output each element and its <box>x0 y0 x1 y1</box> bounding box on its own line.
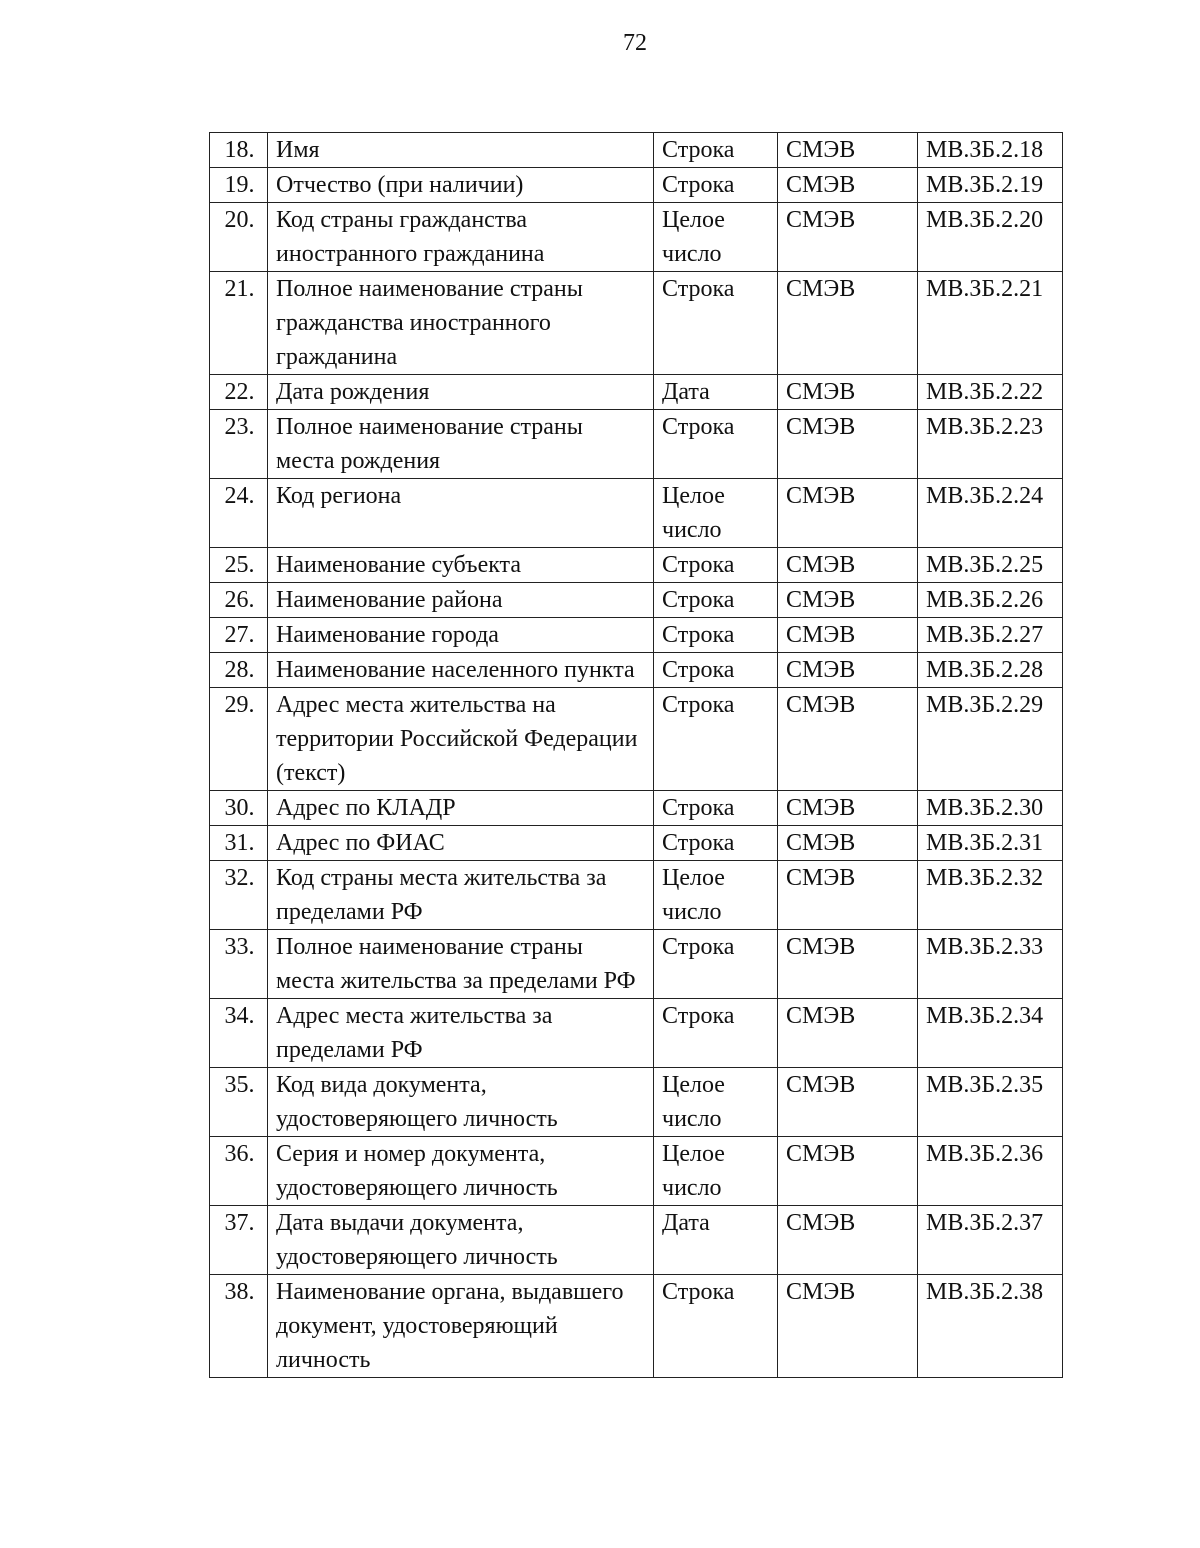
row-number: 30. <box>210 791 268 826</box>
field-type: Целое число <box>654 1137 778 1206</box>
table-row <box>210 930 1063 999</box>
field-code: МВ.ЗБ.2.28 <box>918 653 1063 688</box>
field-type: Строка <box>654 168 778 203</box>
field-source: СМЭВ <box>778 410 918 479</box>
table-row <box>210 1275 1063 1378</box>
field-source: СМЭВ <box>778 861 918 930</box>
table-row <box>210 1206 1063 1275</box>
field-name: Полное наименование страны гражданства иностранного гражданина <box>268 272 654 375</box>
field-name: Адрес места жительства на территории Российской Федерации (текст) <box>268 688 654 791</box>
table-row <box>210 203 1063 272</box>
page-number: 72 <box>623 30 647 56</box>
field-source: СМЭВ <box>778 791 918 826</box>
row-number: 31. <box>210 826 268 861</box>
field-type: Строка <box>654 583 778 618</box>
field-code: МВ.ЗБ.2.23 <box>918 410 1063 479</box>
field-code: МВ.ЗБ.2.33 <box>918 930 1063 999</box>
field-source: СМЭВ <box>778 272 918 375</box>
field-type: Целое число <box>654 203 778 272</box>
field-name: Наименование органа, выдавшего документ, удостоверяющий личность <box>268 1275 654 1378</box>
table-row <box>210 688 1063 791</box>
field-type: Строка <box>654 1275 778 1378</box>
table-row <box>210 133 1063 168</box>
row-number: 36. <box>210 1137 268 1206</box>
field-code: МВ.ЗБ.2.18 <box>918 133 1063 168</box>
field-source: СМЭВ <box>778 1206 918 1275</box>
field-name: Код региона <box>268 479 654 548</box>
row-number: 38. <box>210 1275 268 1378</box>
field-source: СМЭВ <box>778 826 918 861</box>
row-number: 32. <box>210 861 268 930</box>
field-type: Целое число <box>654 479 778 548</box>
row-number: 18. <box>210 133 268 168</box>
field-source: СМЭВ <box>778 583 918 618</box>
table-row <box>210 861 1063 930</box>
field-type: Строка <box>654 791 778 826</box>
field-source: СМЭВ <box>778 618 918 653</box>
table-row <box>210 583 1063 618</box>
field-name: Код страны гражданства иностранного гражданина <box>268 203 654 272</box>
field-code: МВ.ЗБ.2.26 <box>918 583 1063 618</box>
field-code: МВ.ЗБ.2.19 <box>918 168 1063 203</box>
field-source: СМЭВ <box>778 999 918 1068</box>
field-source: СМЭВ <box>778 168 918 203</box>
field-type: Строка <box>654 930 778 999</box>
field-source: СМЭВ <box>778 688 918 791</box>
field-name: Отчество (при наличии) <box>268 168 654 203</box>
field-source: СМЭВ <box>778 653 918 688</box>
field-code: МВ.ЗБ.2.25 <box>918 548 1063 583</box>
field-code: МВ.ЗБ.2.31 <box>918 826 1063 861</box>
table-row <box>210 999 1063 1068</box>
table-row <box>210 1137 1063 1206</box>
field-type: Строка <box>654 618 778 653</box>
field-type: Дата <box>654 375 778 410</box>
row-number: 29. <box>210 688 268 791</box>
field-code: МВ.ЗБ.2.36 <box>918 1137 1063 1206</box>
field-name: Код вида документа, удостоверяющего личность <box>268 1068 654 1137</box>
field-source: СМЭВ <box>778 1068 918 1137</box>
field-code: МВ.ЗБ.2.21 <box>918 272 1063 375</box>
field-source: СМЭВ <box>778 548 918 583</box>
field-name: Наименование города <box>268 618 654 653</box>
field-code: МВ.ЗБ.2.29 <box>918 688 1063 791</box>
field-name: Серия и номер документа, удостоверяющего личность <box>268 1137 654 1206</box>
field-code: МВ.ЗБ.2.22 <box>918 375 1063 410</box>
table-row <box>210 375 1063 410</box>
field-name: Наименование населенного пункта <box>268 653 654 688</box>
field-type: Строка <box>654 999 778 1068</box>
row-number: 20. <box>210 203 268 272</box>
field-source: СМЭВ <box>778 203 918 272</box>
field-code: МВ.ЗБ.2.38 <box>918 1275 1063 1378</box>
field-code: МВ.ЗБ.2.20 <box>918 203 1063 272</box>
field-name: Полное наименование страны места жительства за пределами РФ <box>268 930 654 999</box>
table-row <box>210 548 1063 583</box>
field-code: МВ.ЗБ.2.27 <box>918 618 1063 653</box>
table-row <box>210 410 1063 479</box>
field-name: Адрес места жительства за пределами РФ <box>268 999 654 1068</box>
table-row <box>210 479 1063 548</box>
field-type: Строка <box>654 410 778 479</box>
row-number: 37. <box>210 1206 268 1275</box>
field-name: Код страны места жительства за пределами РФ <box>268 861 654 930</box>
row-number: 25. <box>210 548 268 583</box>
row-number: 22. <box>210 375 268 410</box>
field-type: Строка <box>654 826 778 861</box>
field-code: МВ.ЗБ.2.35 <box>918 1068 1063 1137</box>
field-name: Имя <box>268 133 654 168</box>
field-code: МВ.ЗБ.2.32 <box>918 861 1063 930</box>
table-row <box>210 791 1063 826</box>
row-number: 23. <box>210 410 268 479</box>
field-name: Наименование района <box>268 583 654 618</box>
field-type: Строка <box>654 133 778 168</box>
row-number: 34. <box>210 999 268 1068</box>
data-table <box>209 132 1063 1378</box>
table-row <box>210 1068 1063 1137</box>
row-number: 35. <box>210 1068 268 1137</box>
field-code: МВ.ЗБ.2.24 <box>918 479 1063 548</box>
row-number: 19. <box>210 168 268 203</box>
table-row <box>210 826 1063 861</box>
field-source: СМЭВ <box>778 1275 918 1378</box>
field-type: Целое число <box>654 861 778 930</box>
field-name: Дата рождения <box>268 375 654 410</box>
field-source: СМЭВ <box>778 133 918 168</box>
field-type: Целое число <box>654 1068 778 1137</box>
field-name: Полное наименование страны места рождения <box>268 410 654 479</box>
field-type: Строка <box>654 548 778 583</box>
table-row <box>210 618 1063 653</box>
field-name: Адрес по КЛАДР <box>268 791 654 826</box>
table-row <box>210 168 1063 203</box>
field-source: СМЭВ <box>778 479 918 548</box>
field-source: СМЭВ <box>778 930 918 999</box>
field-type: Дата <box>654 1206 778 1275</box>
field-name: Адрес по ФИАС <box>268 826 654 861</box>
row-number: 21. <box>210 272 268 375</box>
field-name: Наименование субъекта <box>268 548 654 583</box>
table-row <box>210 272 1063 375</box>
field-type: Строка <box>654 688 778 791</box>
row-number: 27. <box>210 618 268 653</box>
field-source: СМЭВ <box>778 1137 918 1206</box>
row-number: 33. <box>210 930 268 999</box>
table-row <box>210 653 1063 688</box>
field-code: МВ.ЗБ.2.34 <box>918 999 1063 1068</box>
field-code: МВ.ЗБ.2.37 <box>918 1206 1063 1275</box>
field-type: Строка <box>654 653 778 688</box>
field-name: Дата выдачи документа, удостоверяющего личность <box>268 1206 654 1275</box>
field-type: Строка <box>654 272 778 375</box>
row-number: 24. <box>210 479 268 548</box>
row-number: 26. <box>210 583 268 618</box>
field-source: СМЭВ <box>778 375 918 410</box>
row-number: 28. <box>210 653 268 688</box>
table-body <box>210 133 1063 1378</box>
field-code: МВ.ЗБ.2.30 <box>918 791 1063 826</box>
